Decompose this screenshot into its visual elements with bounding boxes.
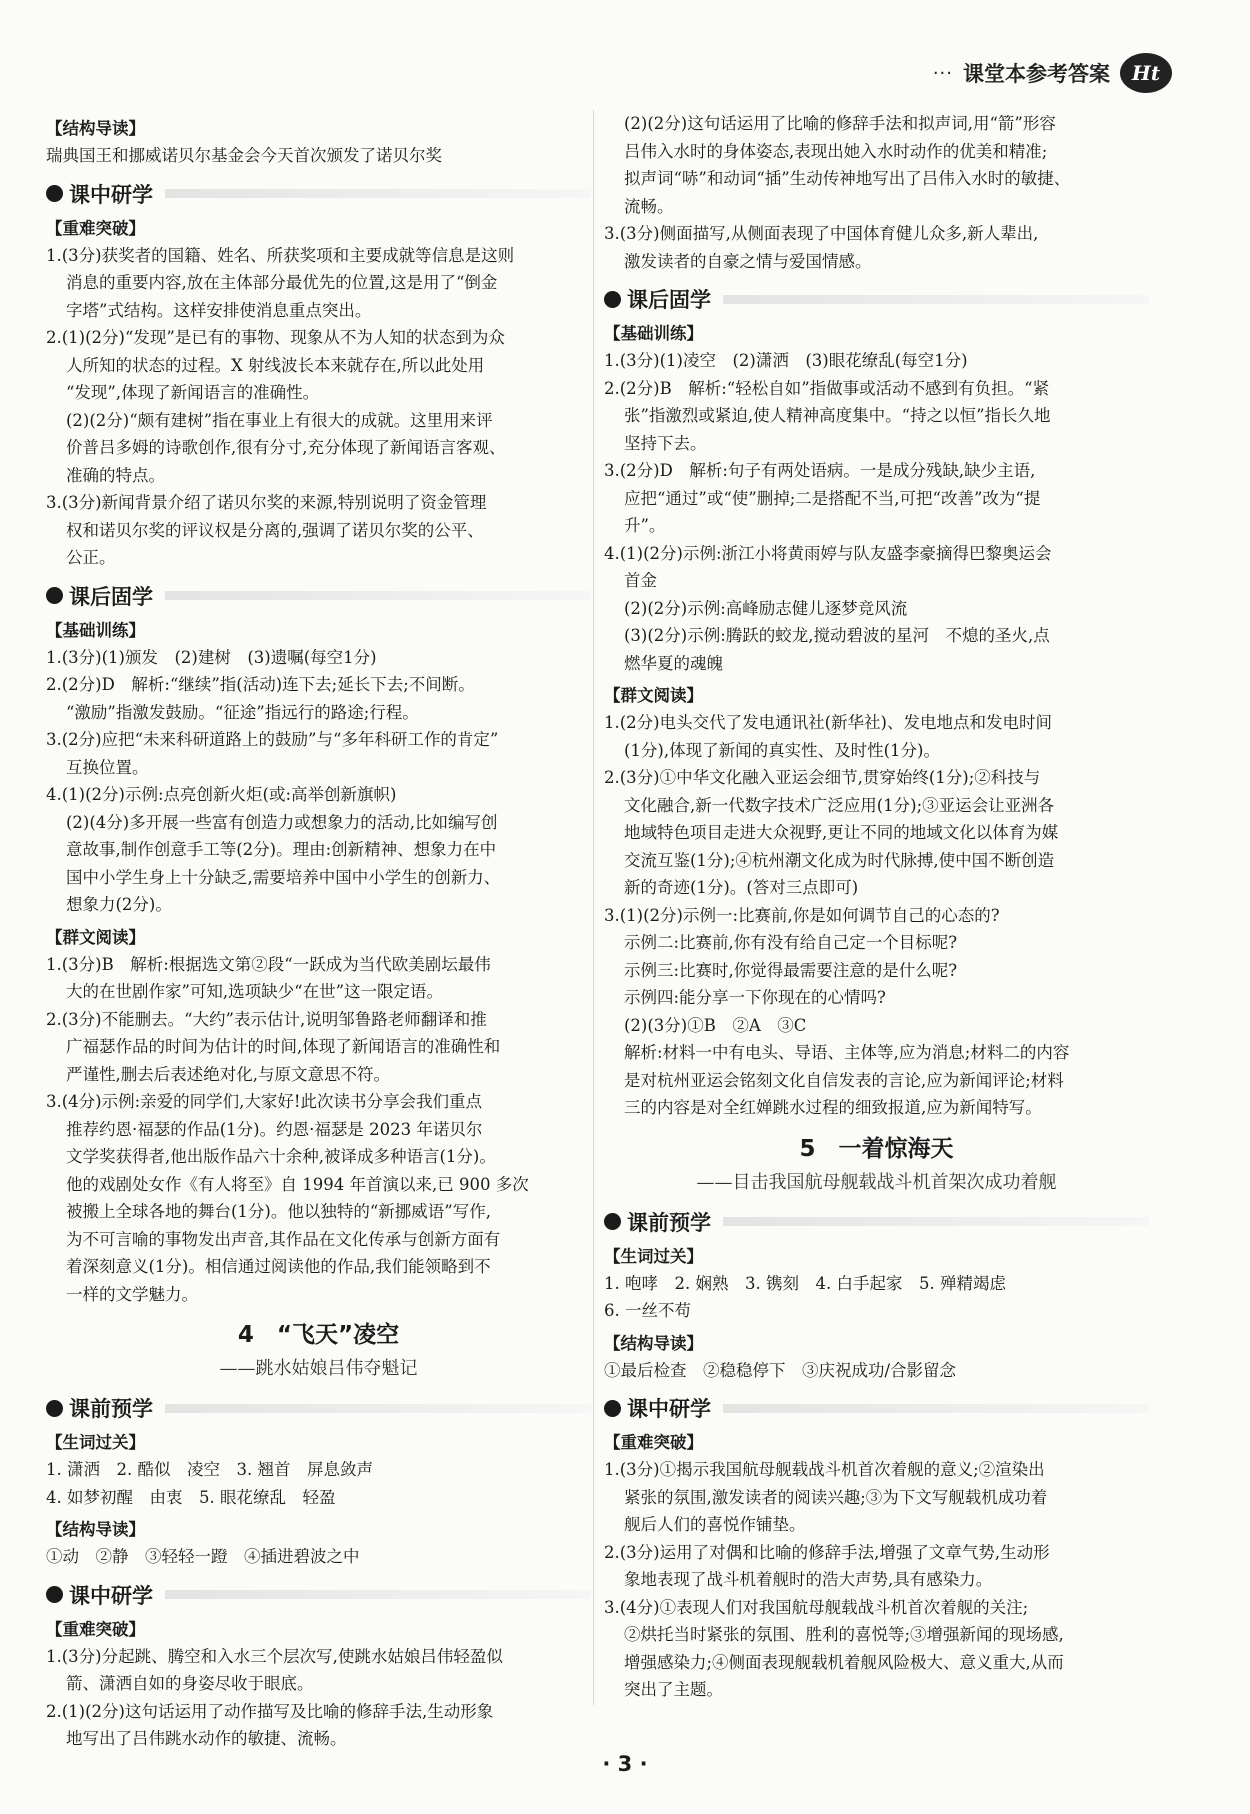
answer-line: 1.(3分)①揭示我国航母舰载战斗机首次着舰的意义;②渲染出	[604, 1460, 1045, 1479]
answer-line: 文化融合,新一代数字技术广泛应用(1分);③亚运会让亚洲各	[624, 795, 1055, 815]
lesson-title: 4 “飞天”凌空	[237, 1322, 400, 1348]
answer-line: 2.(1)(2分)这句话运用了动作描写及比喻的修辞手法,生动形象	[46, 1701, 494, 1721]
answer-line: 3.(3分)侧面描写,从侧面表现了中国体育健儿众多,新人辈出,	[604, 224, 1039, 243]
answer-line: (2)(3分)①B ②A ③C	[624, 1015, 807, 1035]
answer-line: 2.(1)(2分)“发现”是已有的事物、现象从不为人知的状态到为众	[46, 328, 505, 347]
answer-line: ②烘托当时紧张的氛围、胜利的喜悦等;③增强新闻的现场感,	[624, 1625, 1064, 1644]
answer-line: 他的戏剧处女作《有人将至》自 1994 年首演以来,已 900 多次	[66, 1174, 529, 1194]
answer-line: 3.(4分)示例:亲爱的同学们,大家好!此次读书分享会我们重点	[46, 1092, 483, 1111]
answer-line: 示例二:比赛前,你有没有给自己定一个目标呢?	[624, 933, 958, 952]
section-heading-text: 课后固学	[627, 288, 711, 312]
section-underline-bar	[165, 1404, 591, 1413]
section-underline-bar	[165, 189, 591, 198]
answer-line: 激发读者的自豪之情与爱国情感。	[624, 251, 872, 271]
answer-line: 箭、潇洒自如的身姿尽收于眼底。	[66, 1674, 314, 1693]
answer-line: 3.(2分)应把“未来科研道路上的鼓励”与“多年科研工作的肯定”	[46, 730, 499, 749]
answer-line: 象地表现了战斗机着舰时的浩大声势,具有感染力。	[624, 1570, 993, 1589]
answer-line: 文学奖获得者,他出版作品六十余种,被译成多种语言(1分)。	[66, 1147, 496, 1166]
answer-line: 4.(1)(2分)示例:点亮创新火炬(或:高举创新旗帜)	[46, 785, 397, 804]
answer-line: 意故事,制作创意手工等(2分)。理由:创新精神、想象力在中	[66, 840, 497, 859]
answer-line: 紧张的氛围,激发读者的阅读兴趣;③为下文写舰载机成功着	[624, 1487, 1048, 1507]
section-heading	[604, 1207, 1149, 1237]
answer-line: 1.(3分)(1)凌空 (2)潇洒 (3)眼花缭乱(每空1分)	[604, 351, 968, 370]
lesson-title: 5 一着惊海天	[799, 1135, 954, 1162]
bullet-dot-icon	[604, 1213, 621, 1230]
answer-line: 三的内容是对全红婵跳水过程的细致报道,应为新闻特写。	[624, 1098, 1042, 1117]
subsection-tag: 【重难突破】	[604, 1433, 703, 1452]
answer-line: ①动 ②静 ③轻轻一蹬 ④插进碧波之中	[46, 1547, 360, 1566]
bullet-dot-icon	[46, 1586, 63, 1603]
answer-line: 被搬上全球各地的舞台(1分)。他以独特的“新挪威语”写作,	[66, 1202, 491, 1221]
answer-line: 为不可言喻的事物发出声音,其作品在文化传承与创新方面有	[66, 1229, 501, 1249]
bullet-dot-icon	[46, 185, 63, 202]
answer-line: 准确的特点。	[66, 465, 165, 485]
subsection-tag: 【生词过关】	[46, 1433, 145, 1452]
right-column	[604, 110, 1149, 1704]
subsection-tag: 【基础训练】	[46, 620, 145, 640]
answer-line: 1.(2分)电头交代了发电通讯社(新华社)、发电地点和发电时间	[604, 713, 1052, 732]
answer-line: 地域特色项目走进大众视野,更让不同的地域文化以体育为媒	[624, 823, 1059, 842]
answer-line: 大的在世剧作家”可知,选项缺少“在世”这一限定语。	[66, 982, 444, 1001]
section-heading	[46, 581, 591, 611]
answer-line: (3)(2分)示例:腾跃的蛟龙,搅动碧波的星河 不熄的圣火,点	[624, 626, 1050, 645]
answer-line: 3.(1)(2分)示例一:比赛前,你是如何调节自己的心态的?	[604, 905, 1000, 925]
answer-line: 2.(3分)不能删去。“大约”表示估计,说明邹鲁路老师翻译和推	[46, 1009, 487, 1029]
subsection-tag: 【基础训练】	[604, 324, 703, 343]
answer-line: 人所知的状态的过程。X 射线波长本来就存在,所以此处用	[66, 355, 485, 375]
section-heading-text: 课中研学	[627, 1397, 711, 1421]
answer-line: 2.(2分)B 解析:“轻松自如”指做事或活动不感到有负担。“紧	[604, 378, 1050, 398]
left-column	[46, 110, 591, 1753]
answer-line: 示例三:比赛时,你觉得最需要注意的是什么呢?	[624, 960, 958, 980]
answer-line: 示例四:能分享一下你现在的心情吗?	[624, 988, 886, 1007]
section-underline-bar	[165, 591, 591, 600]
section-heading	[604, 1393, 1149, 1423]
answer-line: “激励”指激发鼓励。“征途”指远行的路途;行程。	[66, 702, 419, 722]
column-divider	[593, 110, 594, 1705]
bullet-dot-icon	[604, 1400, 621, 1417]
answer-line: 升”。	[624, 516, 666, 535]
answer-line: 新的奇迹(1分)。(答对三点即可)	[624, 878, 859, 897]
answer-line: 2.(3分)①中华文化融入亚运会细节,贯穿始终(1分);②科技与	[604, 768, 1041, 787]
section-underline-bar	[165, 1590, 591, 1599]
answer-line: 1.(3分)分起跳、腾空和入水三个层次写,使跳水姑娘吕伟轻盈似	[46, 1646, 503, 1666]
answer-line: “发现”,体现了新闻语言的准确性。	[66, 383, 320, 402]
answer-line: 地写出了吕伟跳水动作的敏捷、流畅。	[66, 1729, 347, 1748]
answer-line: 4.(1)(2分)示例:浙江小将黄雨婷与队友盛李豪摘得巴黎奥运会	[604, 543, 1052, 563]
subsection-tag: 【结构导读】	[604, 1333, 703, 1353]
section-heading-text: 课前预学	[627, 1210, 711, 1235]
answer-line: 增强感染力;④侧面表现舰载机着舰风险极大、意义重大,从而	[624, 1652, 1064, 1672]
answer-line: 字塔”式结构。这样安排使消息重点突出。	[66, 300, 372, 320]
answer-line: 突出了主题。	[624, 1680, 723, 1699]
answer-line: 解析:材料一中有电头、导语、主体等,应为消息;材料二的内容	[624, 1043, 1070, 1062]
answer-line: 吕伟入水时的身体姿态,表现出她入水时动作的优美和精准;	[624, 141, 1048, 161]
answer-line: 首金	[624, 571, 657, 590]
subsection-tag: 【生词过关】	[604, 1246, 703, 1266]
bullet-dot-icon	[46, 587, 63, 604]
section-heading-text: 课中研学	[69, 182, 153, 207]
answer-line: 严谨性,删去后表述绝对化,与原文意思不符。	[66, 1064, 390, 1084]
answer-line: 着深刻意义(1分)。相信通过阅读他的作品,我们能领略到不	[66, 1257, 491, 1276]
subsection-tag: 【重难突破】	[46, 1619, 145, 1639]
section-heading	[46, 1580, 591, 1610]
subsection-tag: 【群文阅读】	[604, 686, 703, 705]
answer-line: 流畅。	[624, 196, 674, 216]
answer-line: 应把“通过”或“使”删掉;二是搭配不当,可把“改善”改为“提	[624, 488, 1041, 508]
answer-line: 想象力(2分)。	[66, 895, 172, 914]
answer-line: 4. 如梦初醒 由衷 5. 眼花缭乱 轻盈	[46, 1487, 336, 1507]
answer-line: 燃华夏的魂魄	[624, 653, 723, 673]
header-dots: ···	[932, 62, 953, 84]
answer-line: 3.(4分)①表现人们对我国航母舰载战斗机首次着舰的关注;	[604, 1597, 1029, 1617]
answer-line: 国中小学生身上十分缺乏,需要培养中国中小学生的创新力、	[66, 867, 501, 887]
lesson-subtitle: ——目击我国航母舰载战斗机首架次成功着舰	[696, 1171, 1057, 1193]
answer-line: 拟声词“哧”和动词“插”生动传神地写出了吕伟入水时的敏捷、	[624, 169, 1071, 188]
section-heading-text: 课后固学	[69, 584, 153, 609]
answer-line: 1. 咆哮 2. 娴熟 3. 镌刻 4. 白手起家 5. 殚精竭虑	[604, 1273, 1006, 1293]
subsection-tag: 【重难突破】	[46, 218, 145, 238]
section-heading-text: 课前预学	[69, 1397, 153, 1421]
page-header	[933, 48, 1172, 98]
answer-line: 互换位置。	[66, 757, 149, 777]
answer-line: 交流互鉴(1分);④杭州潮文化成为时代脉搏,使中国不断创造	[624, 850, 1055, 870]
section-heading	[46, 179, 591, 209]
bullet-dot-icon	[604, 291, 621, 308]
section-heading	[46, 1393, 591, 1423]
answer-line: (2)(2分)“颇有建树”指在事业上有很大的成就。这里用来评	[66, 410, 493, 430]
section-heading-text: 课中研学	[69, 1583, 153, 1608]
answer-line: 2.(2分)D 解析:“继续”指(活动)连下去;延长下去;不间断。	[46, 675, 475, 694]
answer-line: 1.(3分)(1)颁发 (2)建树 (3)遗嘱(每空1分)	[46, 647, 377, 667]
section-underline-bar	[723, 1217, 1149, 1226]
answer-line: 公正。	[66, 548, 116, 567]
answer-line: 3.(3分)新闻背景介绍了诺贝尔奖的来源,特别说明了资金管理	[46, 493, 487, 512]
answer-line: 1.(3分)获奖者的国籍、姓名、所获奖项和主要成就等信息是这则	[46, 245, 515, 265]
section-underline-bar	[723, 295, 1149, 304]
answer-line: 是对杭州亚运会铭刻文化自信发表的言论,应为新闻评论;材料	[624, 1070, 1064, 1090]
answer-line: (1分),体现了新闻的真实性、及时性(1分)。	[624, 740, 940, 760]
answer-line: 消息的重要内容,放在主体部分最优先的位置,这是用了“倒金	[66, 273, 498, 292]
header-title: 课堂本参考答案	[963, 62, 1110, 86]
answer-line: 3.(2分)D 解析:句子有两处语病。一是成分残缺,缺少主语,	[604, 461, 1036, 480]
subsection-tag: 【结构导读】	[46, 1520, 145, 1539]
answer-line: (2)(2分)示例:高峰励志健儿逐梦竞风流	[624, 598, 908, 618]
lesson-subtitle: ——跳水姑娘吕伟夺魁记	[219, 1358, 418, 1379]
answer-line: 价普吕多姆的诗歌创作,很有分寸,充分体现了新闻语言客观、	[66, 438, 506, 457]
answer-line: 2.(3分)运用了对偶和比喻的修辞手法,增强了文章气势,生动形	[604, 1542, 1050, 1562]
answer-line: 1. 潇洒 2. 酷似 凌空 3. 翘首 屏息敛声	[46, 1460, 373, 1479]
answer-line: 1.(3分)B 解析:根据选文第②段“一跃成为当代欧美剧坛最伟	[46, 954, 491, 974]
ht-logo-icon: Ht	[1120, 53, 1172, 93]
answer-line: 6. 一丝不苟	[604, 1301, 691, 1320]
subsection-tag: 【群文阅读】	[46, 927, 145, 947]
section-heading	[604, 284, 1149, 314]
answer-line: 坚持下去。	[624, 433, 707, 453]
answer-line: 舰后人们的喜悦作铺垫。	[624, 1515, 806, 1534]
answer-line: 推荐约恩·福瑟的作品(1分)。约恩·福瑟是 2023 年诺贝尔	[66, 1119, 483, 1139]
answer-line: ①最后检查 ②稳稳停下 ③庆祝成功/合影留念	[604, 1360, 957, 1380]
answer-line: 广福瑟作品的时间为估计的时间,体现了新闻语言的准确性和	[66, 1037, 501, 1056]
answer-line: 权和诺贝尔奖的评议权是分离的,强调了诺贝尔奖的公平、	[66, 520, 484, 540]
answer-line: 张”指激烈或紧迫,使人精神高度集中。“持之以恒”指长久地	[624, 406, 1051, 425]
answer-line: 一样的文学魅力。	[66, 1284, 198, 1304]
subsection-tag: 【结构导读】	[46, 119, 145, 138]
section-underline-bar	[723, 1404, 1149, 1413]
bullet-dot-icon	[46, 1400, 63, 1417]
answer-line: (2)(4分)多开展一些富有创造力或想象力的活动,比如编写创	[66, 812, 498, 832]
answer-line: (2)(2分)这句话运用了比喻的修辞手法和拟声词,用“箭”形容	[624, 114, 1056, 133]
page-number: · 3 ·	[602, 1752, 648, 1776]
answer-line: 瑞典国王和挪威诺贝尔基金会今天首次颁发了诺贝尔奖	[46, 146, 442, 165]
